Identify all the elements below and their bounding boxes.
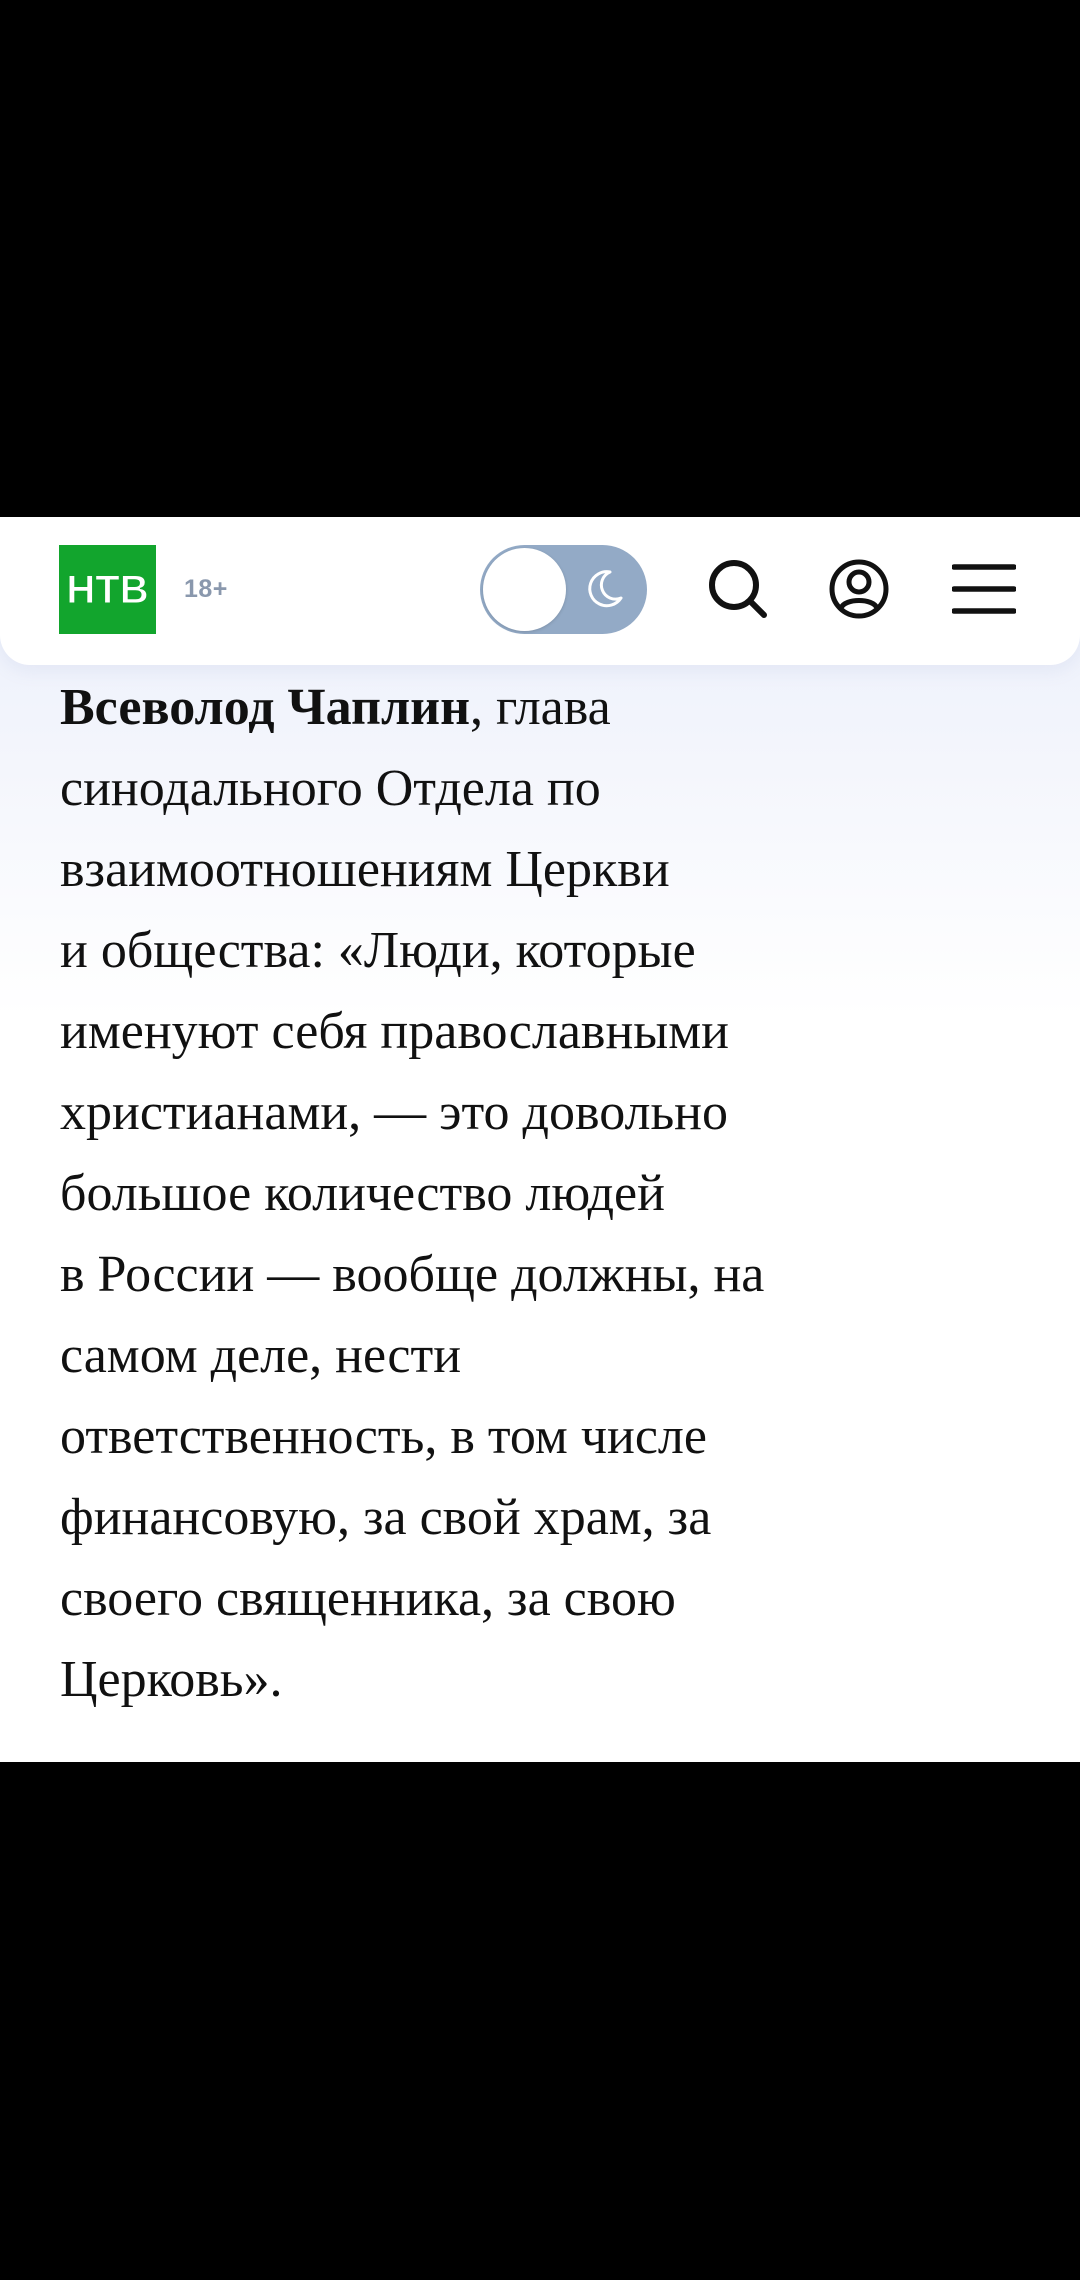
article-line: взаимоотношениям Церкви: [60, 841, 670, 898]
article-line: и общества: «Люди, которые: [60, 922, 696, 979]
ntv-logo-mark: [59, 545, 156, 634]
theme-toggle[interactable]: [480, 545, 647, 634]
page-viewport: [0, 517, 1080, 1762]
menu-button[interactable]: [948, 553, 1020, 625]
article-line: самом деле, нести: [60, 1327, 462, 1384]
article-line: в России — вообще должны, на: [60, 1246, 765, 1303]
toggle-knob[interactable]: [483, 548, 566, 631]
top-letterbox: [0, 0, 1080, 517]
ntv-logo[interactable]: [59, 545, 156, 634]
article-line: Церковь».: [60, 1651, 283, 1708]
search-button[interactable]: [702, 553, 774, 625]
author-name[interactable]: Всеволод Чаплин: [60, 679, 471, 736]
article-body: [60, 667, 1020, 1720]
article-line: Всеволод Чаплин, глава: [60, 679, 611, 736]
hamburger-menu-icon: [952, 561, 1016, 617]
article-line: синодального Отдела по: [60, 760, 601, 817]
quote-paragraph: [60, 667, 1020, 1720]
age-rating: 18+: [184, 575, 228, 603]
bottom-letterbox: [0, 1762, 1080, 2280]
article-line: большое количество людей: [60, 1165, 665, 1222]
site-header: [0, 517, 1080, 665]
article-line: ответственность, в том числе: [60, 1408, 707, 1465]
article-line: своего священника, за свою: [60, 1570, 676, 1627]
search-icon: [706, 557, 770, 621]
account-icon: [827, 557, 891, 621]
logo-text: НТВ: [66, 568, 149, 612]
moon-icon: [580, 565, 628, 613]
article-line: христианами, — это довольно: [60, 1084, 729, 1141]
article-line: финансовую, за свой храм, за: [60, 1489, 712, 1546]
account-button[interactable]: [823, 553, 895, 625]
article-line: именуют себя православными: [60, 1003, 729, 1060]
